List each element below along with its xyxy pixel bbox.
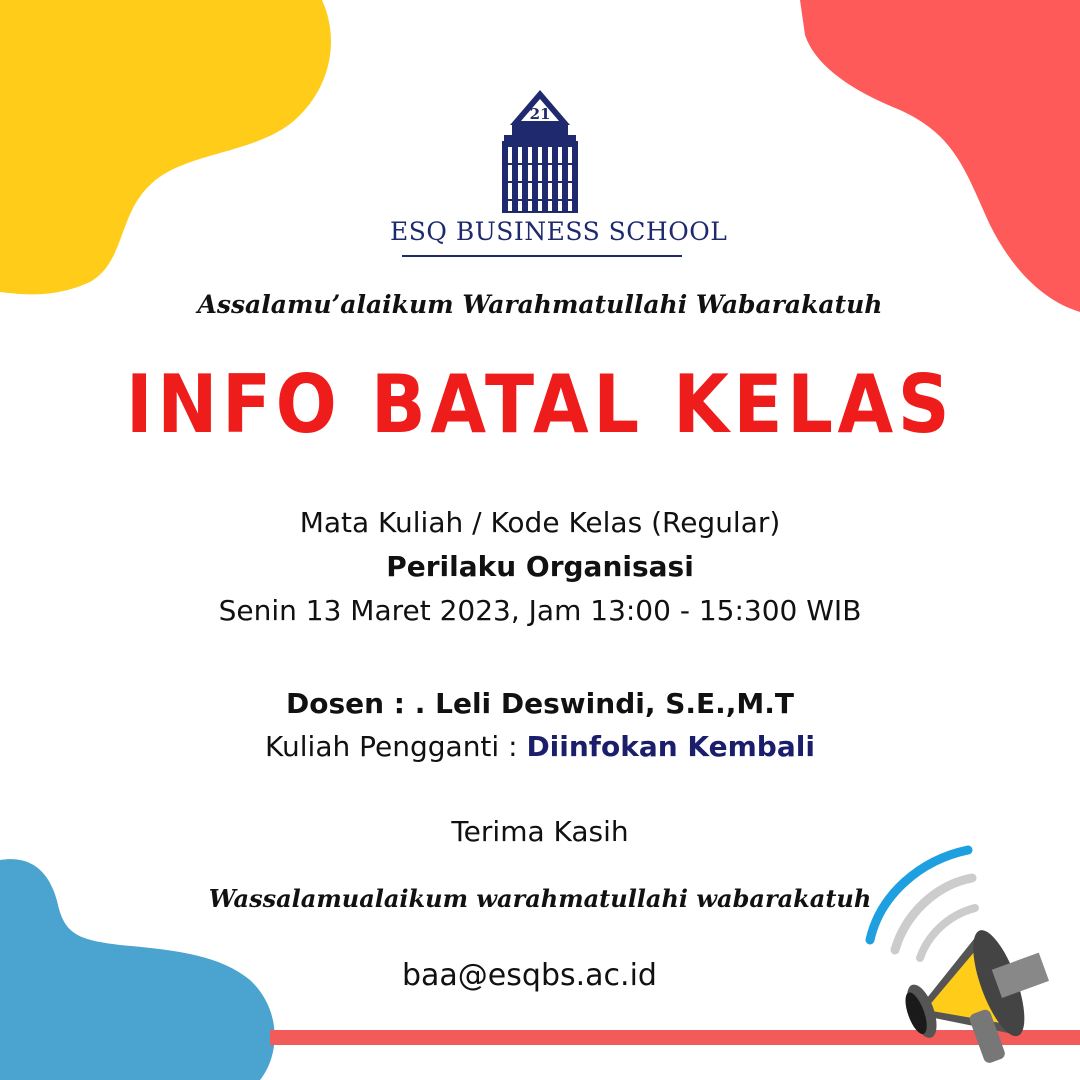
opening-greeting: Assalamu’alaikum Warahmatullahi Wabarakatuh [197,290,883,319]
course-name: Perilaku Organisasi [386,550,694,583]
replacement-value: Diinfokan Kembali [526,730,815,763]
building-tower-icon [390,85,690,215]
replacement-class [0,730,1080,763]
thanks-text: Terima Kasih [451,815,629,848]
lecturer-name: Dosen : . Leli Deswindi, S.E.,M.T [285,687,795,720]
logo-underline [402,255,682,257]
course-schedule: Senin 13 Maret 2023, Jam 13:00 - 15:300 WIB [218,594,862,627]
course-label: Mata Kuliah / Kode Kelas (Regular) [299,506,781,539]
contact-email: baa@esqbs.ac.id [402,958,657,993]
closing-greeting: Wassalamualaikum warahmatullahi wabarakatuh [208,884,872,913]
replacement-label: Kuliah Pengganti : [265,730,527,763]
page-title: INFO BATAL KELAS [125,358,955,451]
svg-text:21: 21 [529,105,551,123]
school-logo [390,85,728,265]
school-name: ESQ BUSINESS SCHOOL [390,217,728,246]
megaphone-icon [850,840,1080,1080]
